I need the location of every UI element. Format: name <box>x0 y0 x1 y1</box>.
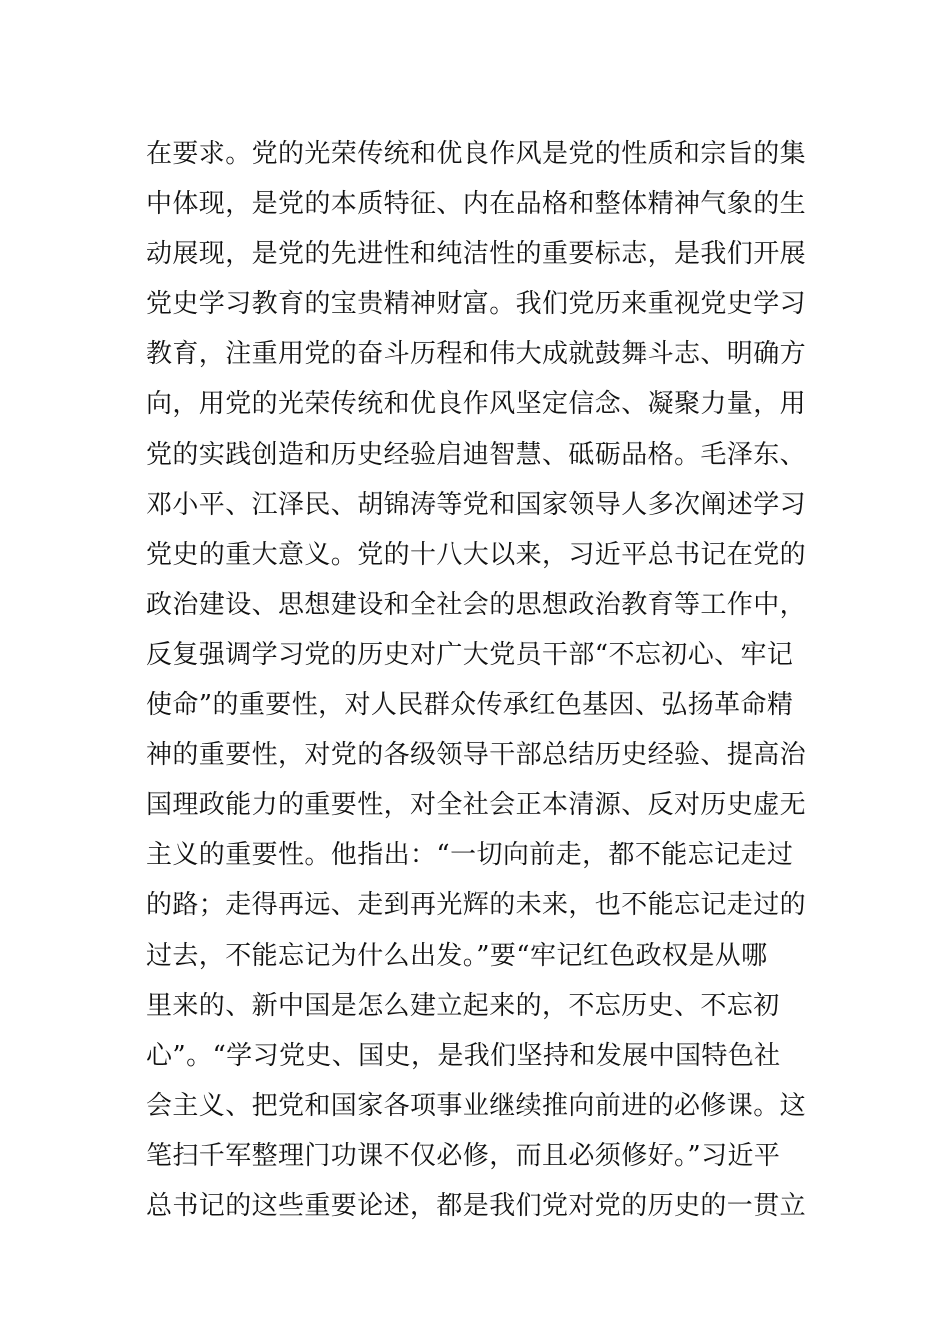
text-line: 党的实践创造和历史经验启迪智慧、砥砺品格。毛泽东、 <box>146 439 807 470</box>
text-line: 总书记的这些重要论述，都是我们党对党的历史的一贯立 <box>146 1190 807 1221</box>
text-line: 国理政能力的重要性，对全社会正本清源、反对历史虚无 <box>146 790 807 821</box>
text-line: 动展现，是党的先进性和纯洁性的重要标志，是我们开展 <box>146 239 807 270</box>
text-line: 会主义、把党和国家各项事业继续推向前进的必修课。这 <box>146 1090 807 1121</box>
text-line: 反复强调学习党的历史对广大党员干部“不忘初心、牢记 <box>146 639 794 670</box>
text-line: 邓小平、江泽民、胡锦涛等党和国家领导人多次阐述学习 <box>146 489 807 520</box>
text-line: 中体现，是党的本质特征、内在品格和整体精神气象的生 <box>146 189 807 220</box>
text-line: 教育，注重用党的奋斗历程和伟大成就鼓舞斗志、明确方 <box>146 339 807 370</box>
text-line: 的路；走得再远、走到再光辉的未来，也不能忘记走过的 <box>146 890 807 921</box>
text-line: 里来的、新中国是怎么建立起来的，不忘历史、不忘初 <box>146 990 780 1021</box>
text-line: 过去，不能忘记为什么出发。”要“牢记红色政权是从哪 <box>146 940 768 971</box>
text-line: 神的重要性，对党的各级领导干部总结历史经验、提高治 <box>146 740 807 771</box>
text-line: 政治建设、思想建设和全社会的思想政治教育等工作中， <box>146 589 807 620</box>
text-line: 主义的重要性。他指出：“一切向前走，都不能忘记走过 <box>146 840 794 871</box>
text-line: 向，用党的光荣传统和优良作风坚定信念、凝聚力量，用 <box>146 389 807 420</box>
text-line: 心”。“学习党史、国史，是我们坚持和发展中国特色社 <box>146 1040 781 1071</box>
text-line: 党史的重大意义。党的十八大以来，习近平总书记在党的 <box>146 539 807 570</box>
text-line: 在要求。党的光荣传统和优良作风是党的性质和宗旨的集 <box>146 139 807 169</box>
body-text <box>146 129 816 1231</box>
text-line: 党史学习教育的宝贵精神财富。我们党历来重视党史学习 <box>146 289 807 320</box>
text-line: 使命”的重要性，对人民群众传承红色基因、弘扬革命精 <box>146 690 794 721</box>
text-line: 笔扫千军整理门功课不仅必修，而且必须修好。”习近平 <box>146 1140 781 1171</box>
